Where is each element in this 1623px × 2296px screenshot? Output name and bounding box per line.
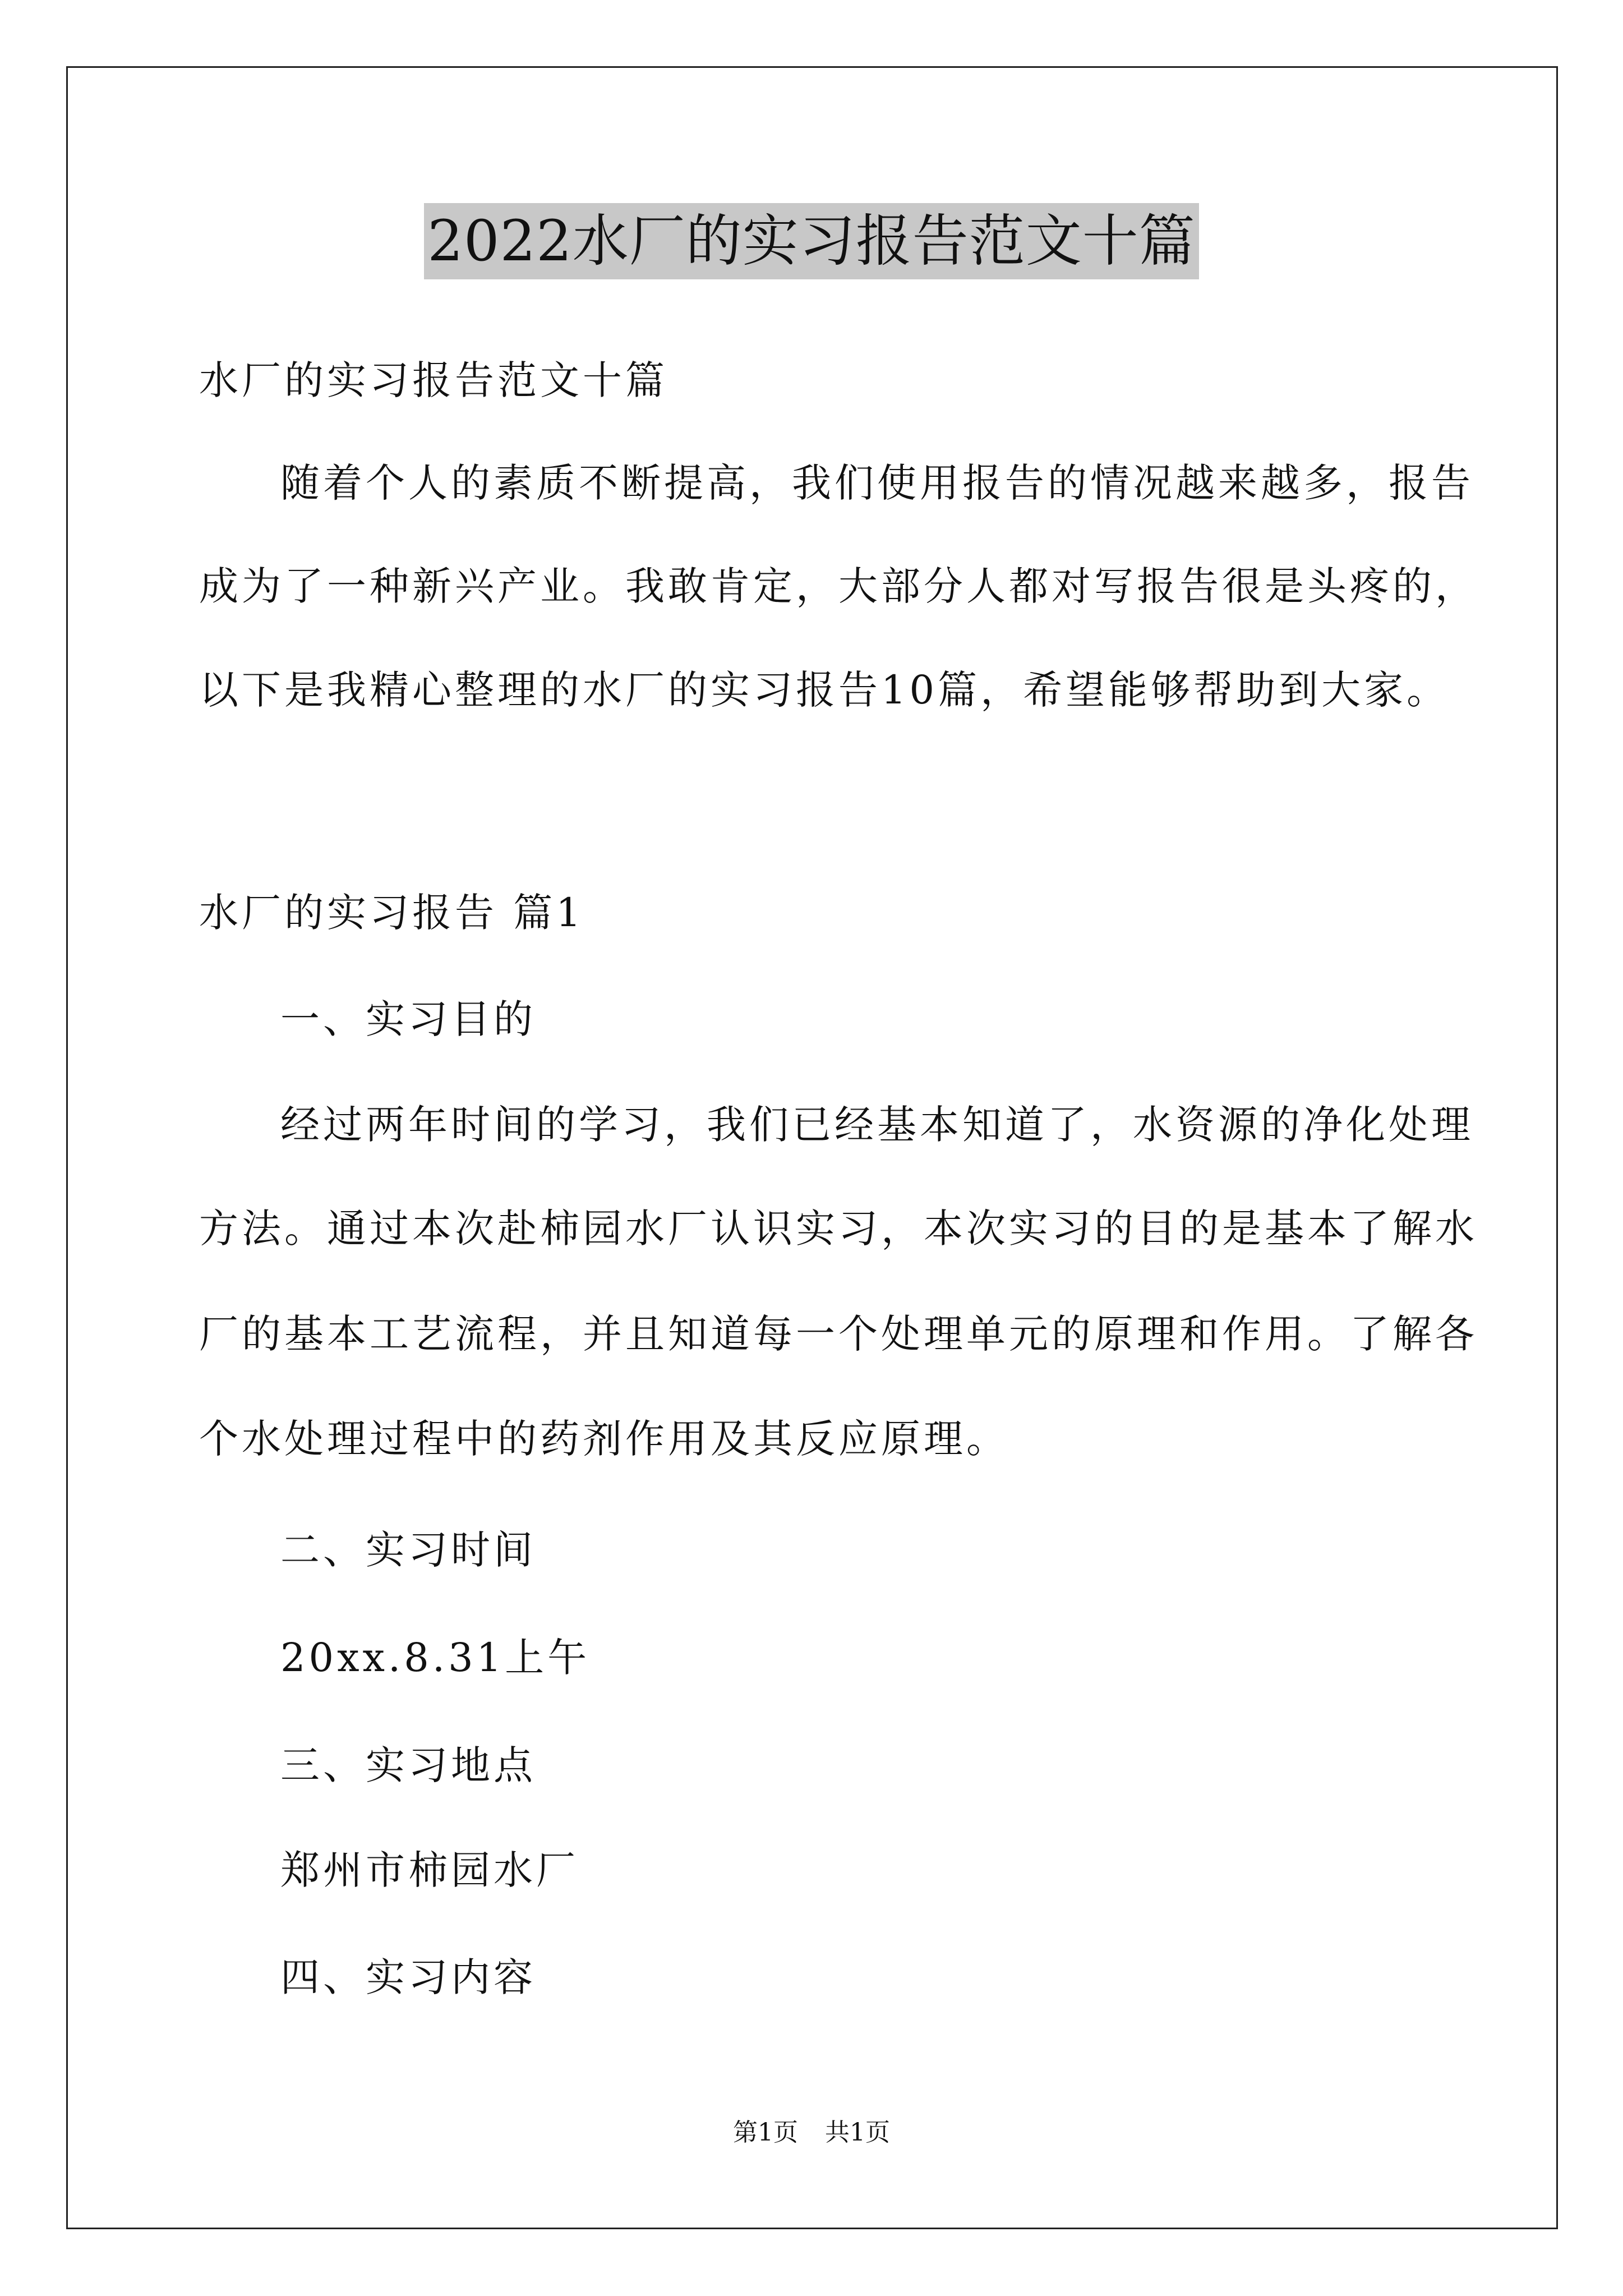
page-footer xyxy=(0,2116,1623,2150)
purpose-line-2: 方法。通过本次赴柿园水厂认识实习，本次实习的目的是基本了解水 xyxy=(199,1205,1478,1251)
purpose-line-1: 经过两年时间的学习，我们已经基本知道了，水资源的净化处理 xyxy=(280,1102,1474,1148)
intro-line-2: 成为了一种新兴产业。我敢肯定，大部分人都对写报告很是头疼的， xyxy=(199,563,1478,609)
document-title: 2022水厂的实习报告范文十篇 xyxy=(424,203,1199,279)
page-total: 共1页 xyxy=(825,2118,890,2147)
section-heading: 水厂的实习报告 篇1 xyxy=(199,890,584,936)
time-heading: 二、实习时间 xyxy=(280,1527,536,1573)
intro-line-1: 随着个人的素质不断提高，我们使用报告的情况越来越多，报告 xyxy=(280,460,1474,506)
document-subtitle: 水厂的实习报告范文十篇 xyxy=(199,357,668,403)
content-heading: 四、实习内容 xyxy=(280,1954,536,2000)
intro-line-3: 以下是我精心整理的水厂的实习报告10篇，希望能够帮助到大家。 xyxy=(199,667,1450,713)
purpose-line-3: 厂的基本工艺流程，并且知道每一个处理单元的原理和作用。了解各 xyxy=(199,1311,1478,1357)
place-value: 郑州市柿园水厂 xyxy=(280,1847,579,1893)
purpose-line-4: 个水处理过程中的药剂作用及其反应原理。 xyxy=(199,1416,1009,1462)
purpose-heading: 一、实习目的 xyxy=(280,996,536,1042)
time-value: 20xx.8.31上午 xyxy=(280,1635,591,1681)
title-container xyxy=(0,203,1623,279)
place-heading: 三、实习地点 xyxy=(280,1742,536,1788)
page-number: 第1页 xyxy=(733,2118,798,2147)
